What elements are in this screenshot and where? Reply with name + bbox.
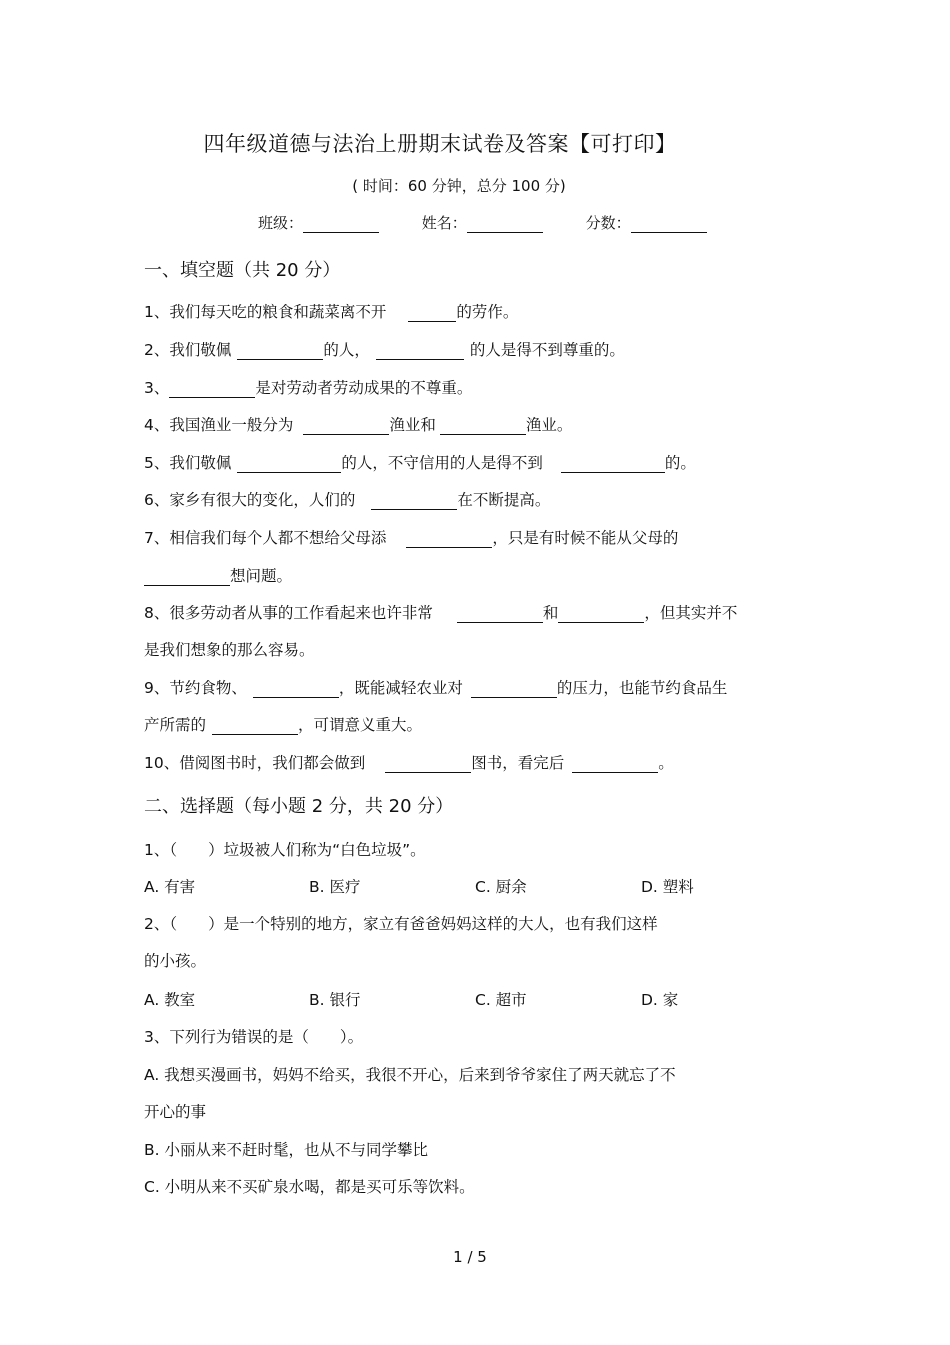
fill-question-9	[144, 676, 727, 698]
q8-blank-1	[457, 605, 543, 623]
q9-text-a: 9、节约食物、	[144, 679, 247, 697]
q7-text-a: 7、相信我们每个人都不想给父母添	[144, 529, 387, 547]
q4-text-b: 渔业和	[389, 416, 436, 434]
q9-text-b: ，既能减轻农业对	[338, 679, 463, 697]
q9-text-e: ，可谓意义重大。	[298, 716, 423, 734]
score-blank	[631, 216, 707, 233]
choice-question-2-cont: 的小孩。	[144, 952, 207, 970]
score-label: 分数：	[585, 214, 631, 232]
fill-question-7	[144, 526, 678, 548]
q3-blank	[169, 380, 255, 398]
q1-text-b: 的劳作。	[456, 303, 519, 321]
q2-option-b: B. 银行	[309, 991, 361, 1009]
q10-blank-1	[385, 755, 471, 773]
q5-text-a: 5、我们敬佩	[144, 454, 232, 472]
q3-text-a: 3、	[144, 379, 170, 397]
q9-blank-2	[471, 680, 557, 698]
q9-text-c: 的压力，也能节约食品生	[556, 679, 728, 697]
q10-text-c: 。	[658, 754, 674, 772]
q1-blank	[408, 304, 456, 322]
q1-text-a: 1、我们每天吃的粮食和蔬菜离不开	[144, 303, 387, 321]
q5-text-b: 的人，不守信用的人是得不到	[341, 454, 543, 472]
fill-question-5	[144, 451, 696, 473]
fill-question-8-cont: 是我们想象的那么容易。	[144, 641, 315, 659]
q1-option-d: D. 塑料	[641, 878, 694, 896]
q1-option-b: B. 医疗	[309, 878, 361, 896]
fill-question-3	[144, 376, 472, 398]
q8-text-a: 8、很多劳动者从事的工作看起来也许非常	[144, 604, 433, 622]
q2-text-c: 的人是得不到尊重的。	[469, 341, 625, 359]
q1-option-a: A. 有害	[144, 878, 196, 896]
q2-blank-1	[237, 342, 323, 360]
choice-question-2: 2、（ ）是一个特别的地方，家立有爸爸妈妈这样的大人，也有我们这样	[144, 915, 658, 933]
fill-question-7-cont	[144, 564, 292, 586]
student-info-row	[258, 212, 745, 233]
q4-blank-2	[440, 417, 526, 435]
fill-question-2	[144, 338, 625, 360]
q5-blank-1	[237, 455, 341, 473]
q3-option-a-cont: 开心的事	[144, 1103, 207, 1121]
q2-blank-2	[376, 342, 464, 360]
q8-text-b: 和	[542, 604, 559, 622]
fill-question-6	[144, 488, 550, 510]
q9-blank-3	[212, 717, 298, 735]
q6-text-b: 在不断提高。	[457, 491, 551, 509]
q4-text-a: 4、我国渔业一般分为	[144, 416, 294, 434]
fill-question-8	[144, 601, 737, 623]
q7-text-b: ，只是有时候不能从父母的	[492, 529, 679, 547]
q3-text-b: 是对劳动者劳动成果的不尊重。	[255, 379, 473, 397]
q9-text-d: 产所需的	[144, 716, 207, 734]
q3-option-a: A. 我想买漫画书，妈妈不给买，我很不开心，后来到爷爷家住了两天就忘了不	[144, 1066, 676, 1084]
q4-text-c: 渔业。	[525, 416, 573, 434]
section-choice-heading: 二、选择题（每小题 2 分，共 20 分）	[144, 796, 454, 817]
q8-blank-2	[558, 605, 644, 623]
q10-text-a: 10、借阅图书时，我们都会做到	[144, 754, 366, 772]
q3-option-c: C. 小明从来不买矿泉水喝，都是买可乐等饮料。	[144, 1178, 475, 1196]
name-blank	[467, 216, 543, 233]
page-title: 四年级道德与法治上册期末试卷及答案【可打印】	[203, 132, 677, 156]
class-blank	[303, 216, 379, 233]
fill-question-10	[144, 751, 674, 773]
q1-option-c: C. 厨余	[475, 878, 527, 896]
q6-text-a: 6、家乡有很大的变化，人们的	[144, 491, 356, 509]
q3-option-b: B. 小丽从来不赶时髦，也从不与同学攀比	[144, 1141, 428, 1159]
q7-blank-2	[144, 568, 230, 586]
q4-blank-1	[303, 417, 389, 435]
choice-question-1: 1、（ ）垃圾被人们称为“白色垃圾”。	[144, 841, 426, 859]
exam-time-score: ( 时间：60 分钟，总分 100 分)	[352, 177, 566, 195]
q6-blank	[371, 492, 457, 510]
section-fill-in-heading: 一、填空题（共 20 分）	[144, 260, 341, 281]
q2-text-a: 2、我们敬佩	[144, 341, 232, 359]
q5-text-c: 的。	[664, 454, 696, 472]
choice-question-3: 3、下列行为错误的是（ ）。	[144, 1028, 364, 1046]
q10-blank-2	[572, 755, 658, 773]
q7-text-c: 想问题。	[230, 567, 293, 585]
q2-text-b: 的人，	[323, 341, 370, 359]
q2-option-d: D. 家	[641, 991, 679, 1009]
q5-blank-2	[561, 455, 665, 473]
name-label: 姓名：	[421, 214, 467, 232]
q2-option-a: A. 教室	[144, 991, 196, 1009]
q10-text-b: 图书，看完后	[471, 754, 565, 772]
q8-text-c: ，但其实并不	[644, 604, 738, 622]
fill-question-1	[144, 300, 518, 322]
page-number: 1 / 5	[453, 1248, 487, 1266]
class-label: 班级：	[258, 214, 304, 232]
fill-question-4	[144, 413, 572, 435]
fill-question-9-cont	[144, 713, 422, 735]
q7-blank-1	[406, 530, 492, 548]
q9-blank-1	[253, 680, 339, 698]
q2-option-c: C. 超市	[475, 991, 527, 1009]
